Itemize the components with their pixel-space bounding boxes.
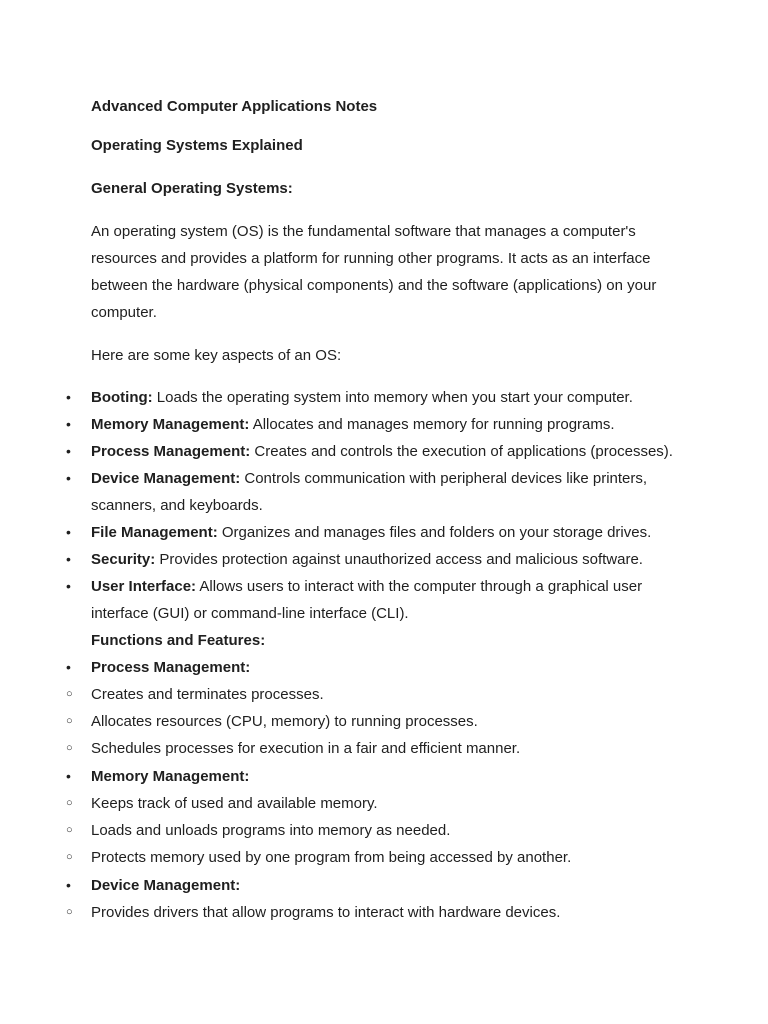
bullet-disc-icon: • (66, 389, 71, 405)
aspect-desc: Organizes and manages files and folders on your storage drives. (217, 524, 652, 541)
bullet-circle-icon: ○ (66, 797, 73, 809)
aspect-term: User Interface: (91, 578, 197, 595)
aspect-term: Memory Management: (91, 416, 250, 433)
function-item: Schedules processes for execution in a fair and efficient manner. (91, 740, 521, 757)
bullet-disc-icon: • (66, 551, 71, 567)
document-subtitle: Operating Systems Explained (91, 137, 303, 154)
aspect-desc: Allows users to interact with the computer through a graphical user interface (GUI) or command-line interface (CLI). (91, 578, 643, 622)
intro-paragraph: An operating system (OS) is the fundamental software that manages a computer's resources and provides a platform for running other programs. It acts as an interface between the hardware (physical components) and the software (applications) on your computer. (91, 223, 657, 321)
aspect-desc: Loads the operating system into memory when you start your computer. (152, 389, 633, 406)
bullet-circle-icon: ○ (66, 742, 73, 754)
bullet-circle-icon: ○ (66, 715, 73, 727)
function-item: Provides drivers that allow programs to interact with hardware devices. (91, 904, 561, 921)
aspect-term: Security: (91, 551, 156, 568)
function-item: Loads and unloads programs into memory as needed. (91, 822, 451, 839)
section-heading: General Operating Systems: (91, 180, 293, 197)
bullet-disc-icon: • (66, 416, 71, 432)
document-title: Advanced Computer Applications Notes (91, 98, 378, 115)
aspect-term: File Management: (91, 524, 218, 541)
function-title: Memory Management: (91, 768, 250, 785)
aspects-intro: Here are some key aspects of an OS: (91, 347, 342, 364)
bullet-circle-icon: ○ (66, 688, 73, 700)
aspect-term: Process Management: (91, 443, 251, 460)
bullet-disc-icon: • (66, 524, 71, 540)
function-item: Keeps track of used and available memory. (91, 795, 378, 812)
bullet-disc-icon: • (66, 443, 71, 459)
function-item: Allocates resources (CPU, memory) to running processes. (91, 713, 478, 730)
bullet-circle-icon: ○ (66, 906, 73, 918)
function-item: Creates and terminates processes. (91, 686, 324, 703)
aspect-desc: Provides protection against unauthorized access and malicious software. (155, 551, 643, 568)
aspect-desc: Controls communication with peripheral devices like printers, scanners, and keyboards. (91, 470, 648, 514)
function-title: Device Management: (91, 877, 241, 894)
functions-heading: Functions and Features: (91, 632, 266, 649)
bullet-disc-icon: • (66, 470, 71, 486)
bullet-circle-icon: ○ (66, 851, 73, 863)
function-title: Process Management: (91, 659, 251, 676)
bullet-disc-icon: • (66, 659, 71, 675)
bullet-circle-icon: ○ (66, 824, 73, 836)
bullet-disc-icon: • (66, 877, 71, 893)
aspect-desc: Allocates and manages memory for running programs. (249, 416, 615, 433)
function-item: Protects memory used by one program from being accessed by another. (91, 849, 572, 866)
aspect-term: Booting: (91, 389, 153, 406)
aspect-desc: Creates and controls the execution of applications (processes). (250, 443, 673, 460)
bullet-disc-icon: • (66, 578, 71, 594)
bullet-disc-icon: • (66, 768, 71, 784)
aspect-term: Device Management: (91, 470, 241, 487)
